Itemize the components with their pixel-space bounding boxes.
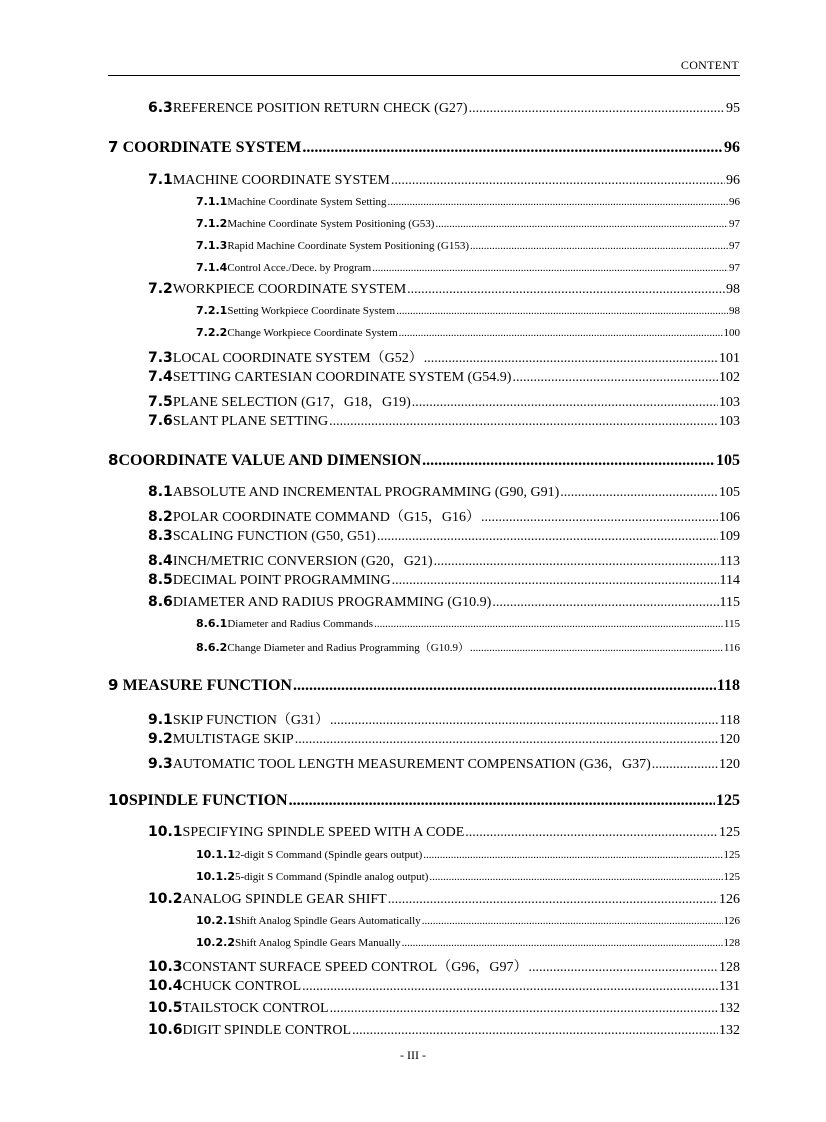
toc-chapter[interactable] <box>108 791 740 810</box>
toc-title: Rapid Machine Coordinate System Positioning (G153) <box>227 240 470 252</box>
toc-number: 9 <box>108 676 119 694</box>
toc-title: DIGIT SPINDLE CONTROL <box>182 1023 352 1038</box>
toc-title: Setting Workpiece Coordinate System <box>227 305 396 317</box>
toc-page-number: 113 <box>719 554 740 569</box>
toc-chapter[interactable] <box>108 138 740 157</box>
toc-title: SKIP FUNCTION（G31） <box>172 713 330 728</box>
toc-number: 7 <box>108 138 119 156</box>
dot-leader <box>388 892 718 908</box>
toc-title: COORDINATE VALUE AND DIMENSION <box>118 452 422 469</box>
toc-page-number: 105 <box>719 485 740 500</box>
toc-subsection[interactable] <box>196 617 740 630</box>
dot-leader <box>429 871 722 883</box>
dot-leader <box>330 713 718 729</box>
toc-page-number: 128 <box>719 960 740 975</box>
dot-leader <box>402 937 723 949</box>
toc-section[interactable] <box>148 1022 740 1039</box>
toc-number: 10.3 <box>148 959 183 975</box>
dot-leader <box>412 395 718 411</box>
toc-title: Machine Coordinate System Positioning (G53) <box>227 218 435 230</box>
toc-page-number: 131 <box>719 979 740 994</box>
toc-chapter[interactable] <box>108 451 740 470</box>
toc-number: 10.2.2 <box>196 936 235 949</box>
toc-subsection[interactable] <box>196 326 740 339</box>
toc-title: COORDINATE SYSTEM <box>122 139 302 156</box>
toc-title: DECIMAL POINT PROGRAMMING <box>172 573 391 588</box>
toc-title: SETTING CARTESIAN COORDINATE SYSTEM (G54.9) <box>172 370 512 385</box>
page-number: - III - <box>400 1048 426 1062</box>
dot-leader <box>352 1023 718 1039</box>
toc-subsection[interactable] <box>196 217 740 230</box>
dot-leader <box>407 282 725 298</box>
dot-leader <box>372 262 728 274</box>
toc-section[interactable] <box>148 528 740 545</box>
toc-page-number: 98 <box>729 305 740 317</box>
toc-page-number: 97 <box>729 240 740 252</box>
toc-page-number: 114 <box>719 573 740 588</box>
toc-number: 8 <box>108 451 119 469</box>
toc-number: 7.3 <box>148 350 173 366</box>
toc-page-number: 105 <box>716 452 740 469</box>
toc-page-number: 97 <box>729 218 740 230</box>
dot-leader <box>422 452 715 470</box>
toc-title: MEASURE FUNCTION <box>122 677 292 694</box>
dot-leader <box>469 101 725 117</box>
toc-title: WORKPIECE COORDINATE SYSTEM <box>172 282 407 297</box>
toc-subsection[interactable] <box>196 914 740 927</box>
toc-title: POLAR COORDINATE COMMAND（G15，G16） <box>172 510 481 525</box>
toc-page-number: 115 <box>719 595 740 610</box>
toc-number: 10.1.1 <box>196 848 235 861</box>
toc-section[interactable] <box>148 572 740 589</box>
toc-section[interactable] <box>148 172 740 189</box>
toc-title: AUTOMATIC TOOL LENGTH MEASUREMENT COMPENSATION (G36，G37) <box>172 757 651 772</box>
dot-leader <box>392 573 719 589</box>
toc-subsection[interactable] <box>196 195 740 208</box>
toc-page-number: 95 <box>726 101 740 116</box>
toc-title: MACHINE COORDINATE SYSTEM <box>172 173 390 188</box>
toc-page-number: 125 <box>723 871 740 883</box>
toc-title: INCH/METRIC CONVERSION (G20，G21) <box>172 554 433 569</box>
toc-number: 7.5 <box>148 394 173 410</box>
toc-page-number: 103 <box>719 414 740 429</box>
toc-number: 10.1 <box>148 824 183 840</box>
dot-leader <box>465 825 718 841</box>
toc-subsection[interactable] <box>196 936 740 949</box>
toc-title: PLANE SELECTION (G17，G18，G19) <box>172 395 411 410</box>
toc-number: 7.1 <box>148 172 173 188</box>
toc-title: Machine Coordinate System Setting <box>227 196 387 208</box>
dot-leader <box>302 139 723 157</box>
toc-number: 10.2.1 <box>196 914 235 927</box>
toc-page-number: 98 <box>726 282 740 297</box>
toc-number: 8.5 <box>148 572 173 588</box>
toc-page-number: 118 <box>716 677 740 694</box>
toc-title: Shift Analog Spindle Gears Manually <box>234 937 401 949</box>
dot-leader <box>330 1001 718 1017</box>
dot-leader <box>388 196 728 208</box>
toc-page-number: 125 <box>716 792 740 809</box>
toc-number: 8.6.2 <box>196 641 228 654</box>
toc-number: 10.1.2 <box>196 870 235 883</box>
toc-number: 10.5 <box>148 1000 183 1016</box>
toc-page-number: 109 <box>719 529 740 544</box>
toc-title: CHUCK CONTROL <box>182 979 302 994</box>
toc-section[interactable] <box>148 391 740 411</box>
toc-page-number: 96 <box>729 196 740 208</box>
toc-page-number: 132 <box>719 1023 740 1038</box>
toc-section[interactable] <box>148 484 740 501</box>
toc-section[interactable] <box>148 281 740 298</box>
toc-page-number: 128 <box>723 937 740 949</box>
dot-leader <box>293 677 716 695</box>
toc-section[interactable] <box>148 100 740 117</box>
dot-leader <box>434 554 719 570</box>
dot-leader <box>289 792 715 810</box>
dot-leader <box>396 305 728 317</box>
toc-number: 10.2 <box>148 891 183 907</box>
toc-subsection[interactable] <box>196 239 740 252</box>
toc-section[interactable] <box>148 978 740 995</box>
toc-subsection[interactable] <box>196 639 740 655</box>
toc-number: 8.6 <box>148 594 173 610</box>
dot-leader <box>302 979 718 995</box>
toc-title: Change Workpiece Coordinate System <box>227 327 398 339</box>
toc-section[interactable] <box>148 413 740 430</box>
toc-number: 9.1 <box>148 712 173 728</box>
toc-number: 7.4 <box>148 369 173 385</box>
dot-leader <box>652 757 718 773</box>
toc-title: SLANT PLANE SETTING <box>172 414 329 429</box>
dot-leader <box>374 618 723 630</box>
toc-page-number: 120 <box>719 757 740 772</box>
toc-title: SPINDLE FUNCTION <box>128 792 288 809</box>
toc-section[interactable] <box>148 550 740 570</box>
toc-number: 8.4 <box>148 553 173 569</box>
toc-title: MULTISTAGE SKIP <box>172 732 294 747</box>
dot-leader <box>295 732 718 748</box>
toc-title: Change Diameter and Radius Programming（G10.9） <box>227 642 469 654</box>
dot-leader <box>422 915 723 927</box>
toc-page-number: 115 <box>723 618 740 630</box>
dot-leader <box>399 327 723 339</box>
toc-page-number: 125 <box>719 825 740 840</box>
dot-leader <box>481 510 718 526</box>
toc-title: Shift Analog Spindle Gears Automatically <box>234 915 421 927</box>
toc-number: 8.6.1 <box>196 617 228 630</box>
toc-page-number: 102 <box>719 370 740 385</box>
toc-title: Control Acce./Dece. by Program <box>227 262 372 274</box>
toc-section[interactable] <box>148 1000 740 1017</box>
toc-number: 6.3 <box>148 100 173 116</box>
dot-leader <box>560 485 718 501</box>
toc-number: 7.1.2 <box>196 217 228 230</box>
toc-number: 7.2.2 <box>196 326 228 339</box>
toc-title: 2-digit S Command (Spindle gears output) <box>234 849 423 861</box>
toc-number: 7.6 <box>148 413 173 429</box>
dot-leader <box>377 529 718 545</box>
toc-section[interactable] <box>148 594 740 611</box>
toc-page-number: 96 <box>726 173 740 188</box>
toc-subsection[interactable] <box>196 848 740 861</box>
toc-number: 10 <box>108 791 129 809</box>
toc-number: 8.1 <box>148 484 173 500</box>
toc-page-number: 106 <box>719 510 740 525</box>
toc-page-number: 125 <box>723 849 740 861</box>
toc-page-number: 132 <box>719 1001 740 1016</box>
toc-page-number: 97 <box>729 262 740 274</box>
toc-section[interactable] <box>148 731 740 748</box>
toc-page-number: 126 <box>723 915 740 927</box>
toc-section[interactable] <box>148 956 740 976</box>
dot-leader <box>435 218 728 230</box>
toc-page-number: 118 <box>719 713 740 728</box>
toc-number: 8.2 <box>148 509 173 525</box>
toc-title: LOCAL COORDINATE SYSTEM（G52） <box>172 351 423 366</box>
dot-leader <box>424 351 718 367</box>
toc-page-number: 100 <box>723 327 740 339</box>
toc-title: SPECIFYING SPINDLE SPEED WITH A CODE <box>182 825 465 840</box>
toc-section[interactable] <box>148 506 740 526</box>
toc-title: DIAMETER AND RADIUS PROGRAMMING (G10.9) <box>172 595 492 610</box>
toc-subsection[interactable] <box>196 870 740 883</box>
toc-number: 10.4 <box>148 978 183 994</box>
toc-number: 8.3 <box>148 528 173 544</box>
toc-section[interactable] <box>148 753 740 773</box>
toc-page-number: 103 <box>719 395 740 410</box>
dot-leader <box>391 173 725 189</box>
toc-title: TAILSTOCK CONTROL <box>182 1001 329 1016</box>
toc-number: 9.3 <box>148 756 173 772</box>
toc-number: 7.1.1 <box>196 195 228 208</box>
toc-page-number: 96 <box>724 139 740 156</box>
toc-title: ABSOLUTE AND INCREMENTAL PROGRAMMING (G90, G91) <box>172 485 560 500</box>
dot-leader <box>470 240 728 252</box>
toc-page-number: 126 <box>719 892 740 907</box>
toc-title: Diameter and Radius Commands <box>227 618 374 630</box>
dot-leader <box>492 595 718 611</box>
toc-section[interactable] <box>148 709 740 729</box>
toc-section[interactable] <box>148 891 740 908</box>
toc-number: 7.2.1 <box>196 304 228 317</box>
toc-subsection[interactable] <box>196 304 740 317</box>
toc-number: 9.2 <box>148 731 173 747</box>
toc-page-number: 120 <box>719 732 740 747</box>
dot-leader <box>329 414 718 430</box>
dot-leader <box>528 960 718 976</box>
toc-title: SCALING FUNCTION (G50, G51) <box>172 529 376 544</box>
toc-title: 5-digit S Command (Spindle analog output) <box>234 871 429 883</box>
toc-section[interactable] <box>148 824 740 841</box>
dot-leader <box>423 849 722 861</box>
running-header: CONTENT <box>680 58 739 72</box>
dot-leader <box>470 642 723 654</box>
toc-number: 7.1.3 <box>196 239 228 252</box>
toc-page-number: 116 <box>723 642 740 654</box>
toc-title: ANALOG SPINDLE GEAR SHIFT <box>182 892 387 907</box>
toc-chapter[interactable] <box>108 676 740 695</box>
dot-leader <box>512 370 718 386</box>
toc-number: 7.1.4 <box>196 261 228 274</box>
toc-section[interactable] <box>148 369 740 386</box>
toc-section[interactable] <box>148 347 740 367</box>
toc-page-number: 101 <box>719 351 740 366</box>
toc-subsection[interactable] <box>196 261 740 274</box>
toc-title: CONSTANT SURFACE SPEED CONTROL（G96，G97） <box>182 960 528 975</box>
toc-number: 7.2 <box>148 281 173 297</box>
toc-number: 10.6 <box>148 1022 183 1038</box>
toc-title: REFERENCE POSITION RETURN CHECK (G27) <box>172 101 468 116</box>
